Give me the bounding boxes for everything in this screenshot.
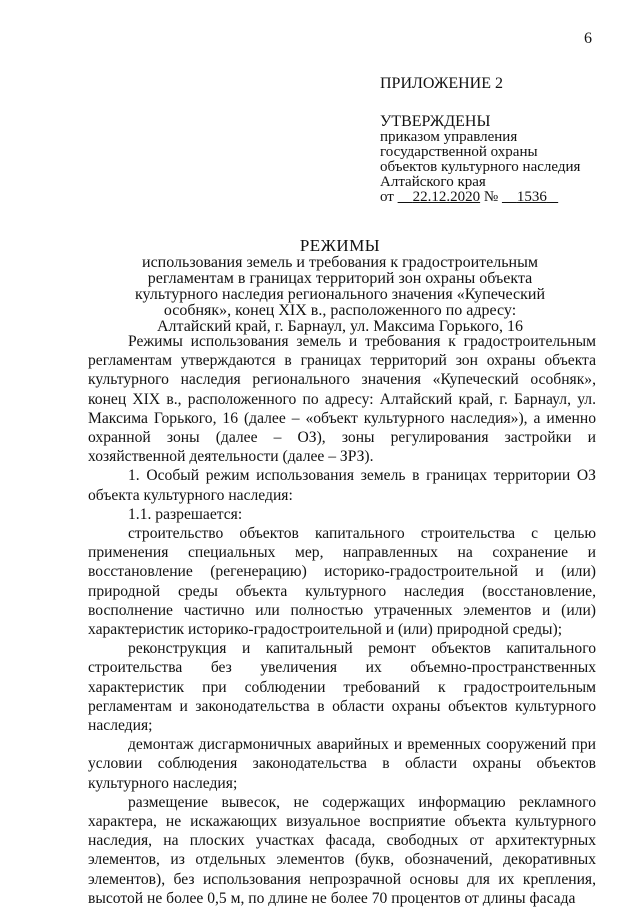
title-line: культурного наследия регионального значения «Купеческий xyxy=(134,286,546,303)
order-number-value: 1536 xyxy=(516,189,547,205)
body-paragraph: Режимы использования земель и требования к градостроительным регламентам утверждаются в границах территорий зон охраны объекта культурного наследия регионального значения «Купеческий особняк», конец XIX в., расположенного по адресу: Алтайский край, г. Барнаул, ул. Максима Горького, 16 (далее – «объект культурного наследия»), а именно охранной зоны (далее – ОЗ), зоны регулирования застройки и хозяйственной деятельности (далее – ЗРЗ). xyxy=(88,333,596,466)
order-date-value: 22.12.2020 xyxy=(412,189,481,205)
order-line: объектов культурного наследия xyxy=(380,159,581,175)
approved-label: УТВЕРЖДЕНЫ xyxy=(380,113,491,130)
document-title: РЕЖИМЫ xyxy=(299,236,381,255)
document-title-block xyxy=(90,238,590,335)
order-line: Алтайского края xyxy=(380,174,486,190)
body-paragraph: демонтаж дисгармоничных аварийных и временных сооружений при условии соблюдения законодательства в области охраны объектов культурного наследия; xyxy=(88,736,596,792)
title-line: использования земель и требования к градостроительным xyxy=(142,254,538,271)
order-number xyxy=(502,189,558,205)
page-number: 6 xyxy=(584,30,592,47)
order-date xyxy=(398,189,481,205)
body-paragraph: размещение вывесок, не содержащих информацию рекламного характера, не искажающих визуальное восприятие объекта культурного наследия, на плоских участках фасада, свободных от архитектурных элементов, из отдельных элементов (букв, обозначений, декоративных элементов), без использования непрозрачной основы для их крепления, высотой не более 0,5 м, по длине не более 70 процентов от длины фасада xyxy=(88,793,596,907)
order-date-number-row xyxy=(380,190,580,205)
title-line: особняк», конец XIX в., расположенного по адресу: xyxy=(163,302,517,319)
body-paragraph: 1.1. разрешается: xyxy=(128,505,243,523)
body-paragraph: 1. Особый режим использования земель в границах территории ОЗ объекта культурного наследия: xyxy=(88,467,596,504)
order-line: приказом управления xyxy=(380,129,518,145)
order-line: государственной охраны xyxy=(380,144,538,160)
body-paragraph: строительство объектов капитального строительства с целью применения специальных мер, направленных на сохранение и восстановление (регенерацию) историко-градостроительной и (или) природной среды объекта культурного наследия (восстановление, восполнение частично или полностью утраченных элементов и (или) характеристик историко-градостроительной и (или) природной среды); xyxy=(88,525,596,639)
body-paragraph: реконструкция и капитальный ремонт объектов капитального строительства без увеличения их объемно-пространственных характеристик при соблюдении требований к градостроительным регламентам и законодательства в области охраны объектов культурного наследия; xyxy=(88,640,596,735)
title-line: регламентам в границах территорий зон охраны объекта xyxy=(147,270,533,287)
approval-block xyxy=(380,76,580,205)
date-prefix: от xyxy=(380,189,394,205)
appendix-label: ПРИЛОЖЕНИЕ 2 xyxy=(380,75,504,92)
title-line: Алтайский край, г. Барнаул, ул. Максима Горького, 16 xyxy=(156,318,524,335)
number-prefix: № xyxy=(483,189,499,205)
document-body xyxy=(88,332,596,908)
